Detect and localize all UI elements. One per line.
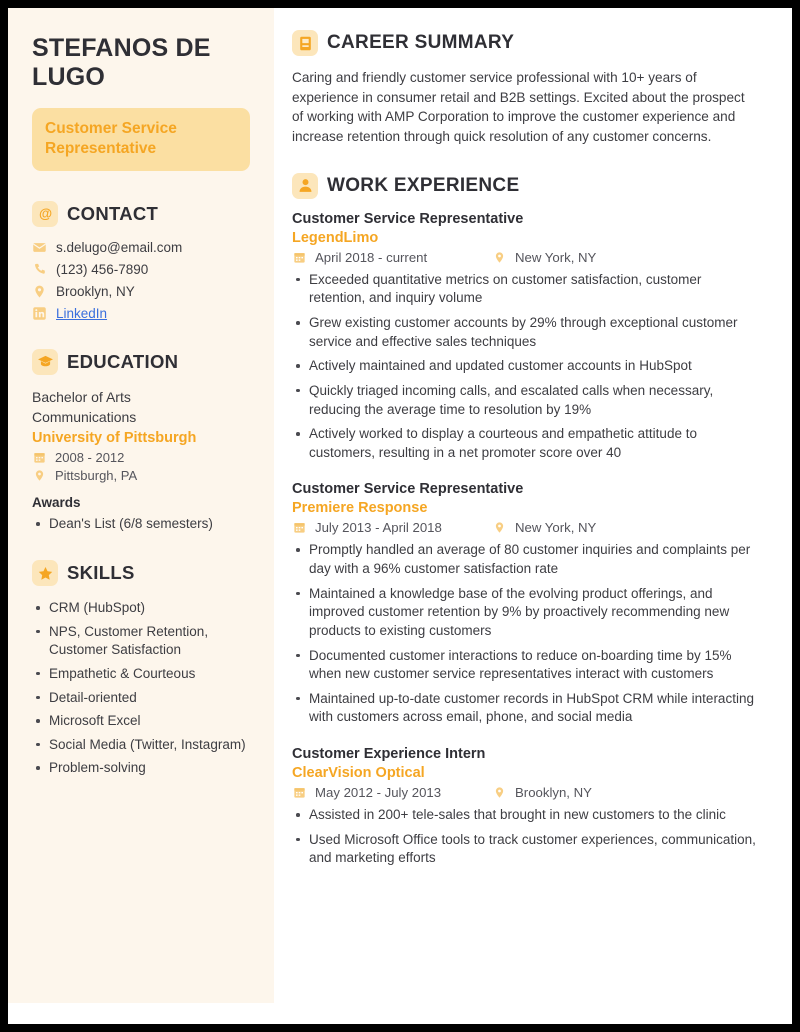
star-icon [32,560,58,586]
contact-email: s.delugo@email.com [56,239,183,255]
job-meta [292,520,758,535]
job-dates: July 2013 - April 2018 [315,520,442,536]
at-icon [32,201,58,227]
resume-document [8,8,792,1024]
job-location-row [492,520,596,535]
list-item: CRM (HubSpot) [32,599,250,618]
job-dates: May 2012 - July 2013 [315,785,442,801]
education-title: EDUCATION [67,350,179,372]
experience-entry [292,211,758,463]
list-item: Maintained up-to-date customer records in HubSpot CRM while interacting with customers across email, phone, and social media [292,690,758,727]
education-dates: 2008 - 2012 [55,450,125,466]
education-location: Pittsburgh, PA [55,468,138,484]
candidate-role-badge: Customer Service Representative [32,108,250,171]
skills-title: SKILLS [67,562,135,584]
list-item: Maintained a knowledge base of the evolving product offerings, and improved customer retention by 9% by proactively recommending new products to existing customers [292,585,758,641]
book-icon [292,30,318,56]
contact-section-header [32,201,250,227]
list-item: Exceeded quantitative metrics on customer satisfaction, customer retention, and inquiry volume [292,271,758,308]
contact-title: CONTACT [67,202,159,224]
job-bullets [292,806,758,868]
list-item: Actively maintained and updated customer accounts in HubSpot [292,357,758,376]
list-item: Used Microsoft Office tools to track customer experiences, communication, and marketing efforts [292,831,758,868]
job-location: New York, NY [515,249,597,265]
education-entry [32,388,250,534]
job-title: Customer Service Representative [292,210,524,227]
list-item: Assisted in 200+ tele-sales that brought in new customers to the clinic [292,806,758,825]
job-dates-row [292,785,492,800]
experience-title: WORK EXPERIENCE [327,174,520,196]
job-bullets [292,541,758,727]
list-item: Social Media (Twitter, Instagram) [32,736,250,755]
calendar-icon [292,785,307,800]
contact-email-row [32,240,250,255]
list-item: Promptly handled an average of 80 customer inquiries and complaints per day with a 96% customer satisfaction rate [292,541,758,578]
awards-heading: Awards [32,495,81,511]
list-item: NPS, Customer Retention, Customer Satisfaction [32,623,250,660]
job-title: Customer Service Representative [292,481,524,498]
resume-page [8,8,792,1024]
job-company: ClearVision Optical [292,765,425,782]
phone-icon [32,262,47,277]
experience-entry [292,481,758,727]
summary-section-header [292,30,758,56]
contact-linkedin-row[interactable] [32,306,250,321]
skills-list [32,599,250,778]
map-pin-icon [492,250,507,265]
education-degree-line1: Bachelor of Arts [32,388,131,405]
job-dates-row [292,250,492,265]
envelope-icon [32,240,47,255]
education-degree-line2: Communications [32,408,137,425]
job-location: Brooklyn, NY [515,785,592,801]
job-bullets [292,271,758,463]
job-meta [292,250,758,265]
map-pin-icon [32,468,47,483]
contact-phone: (123) 456-7890 [56,261,149,277]
awards-list [32,515,250,534]
education-location-row [32,468,250,483]
contact-location-row [32,284,250,299]
list-item: Grew existing customer accounts by 29% through exceptional customer service and effective sales techniques [292,314,758,351]
contact-phone-row [32,262,250,277]
linkedin-icon [32,306,47,321]
education-section-header [32,349,250,375]
job-title: Customer Experience Intern [292,746,486,763]
education-dates-row [32,450,250,465]
list-item: Problem-solving [32,759,250,778]
contact-location: Brooklyn, NY [56,283,135,299]
candidate-name: STEFANOS DE LUGO [32,34,211,91]
experience-entry [292,746,758,868]
contact-list [32,240,250,321]
list-item: Detail-oriented [32,689,250,708]
linkedin-link[interactable]: LinkedIn [56,305,108,321]
calendar-icon [32,450,47,465]
summary-text: Caring and friendly customer service professional with 10+ years of experience in consumer retail and B2B settings. Excited about the prospect of working with AMP Corporation to improve the customer experience and increase retention through quick resolution of any customer concerns. [292,70,745,145]
calendar-icon [292,520,307,535]
education-school: University of Pittsburgh [32,430,197,447]
job-meta [292,785,758,800]
list-item: Actively worked to display a courteous and empathetic attitude to customers, resulting in a net promoter score over 40 [292,425,758,462]
job-location: New York, NY [515,520,597,536]
list-item: Documented customer interactions to reduce on-boarding time by 15% when new customer service representatives interact with customers [292,647,758,684]
person-icon [292,173,318,199]
calendar-icon [292,250,307,265]
map-pin-icon [32,284,47,299]
svg-text:@: @ [38,205,52,221]
graduation-cap-icon [32,349,58,375]
sidebar [8,8,274,1003]
experience-section-header [292,173,758,199]
main-content [274,8,792,1024]
skills-section-header [32,560,250,586]
job-dates: April 2018 - current [315,249,428,265]
job-company: Premiere Response [292,500,428,517]
job-dates-row [292,520,492,535]
list-item: Quickly triaged incoming calls, and escalated calls when necessary, reducing the average time to resolution by 19% [292,382,758,419]
list-item: Dean's List (6/8 semesters) [32,515,250,534]
job-location-row [492,250,596,265]
list-item: Microsoft Excel [32,712,250,731]
map-pin-icon [492,520,507,535]
map-pin-icon [492,785,507,800]
job-company: LegendLimo [292,229,379,246]
job-location-row [492,785,592,800]
list-item: Empathetic & Courteous [32,665,250,684]
summary-title: CAREER SUMMARY [327,32,515,53]
